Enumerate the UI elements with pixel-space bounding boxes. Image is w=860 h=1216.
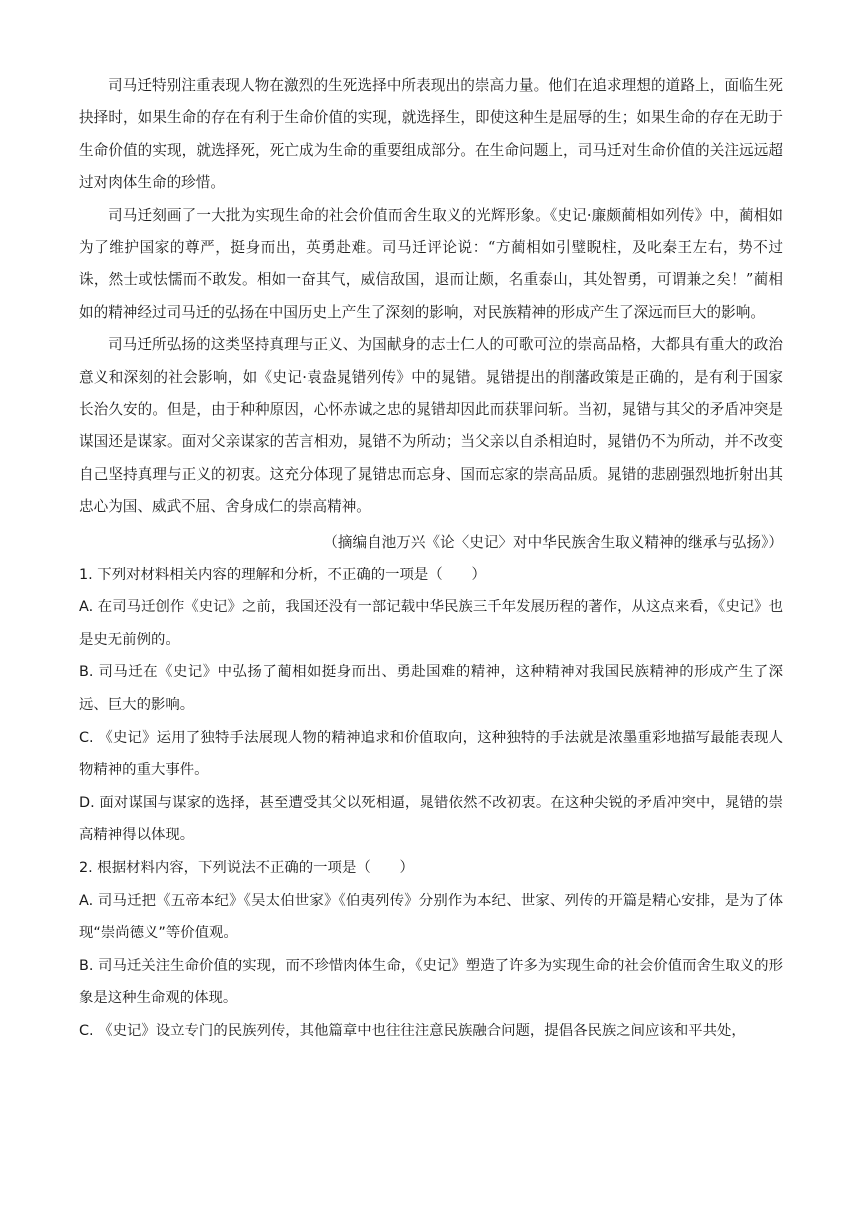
exam-page bbox=[79, 70, 783, 1048]
passage-paragraph-3: 司马迁所弘扬的这类坚持真理与正义、为国献身的志士仁人的可歌可泣的崇高品格，大都具有重大的政治意义和深刻的社会影响，如《史记·袁盎晁错列传》中的晁错。晁错提出的削藩政策是正确的，是有利于国家长治久安的。但是，由于种种原因，心怀赤诚之忠的晁错却因此而获罪问斩。当初，晁错与其父的矛盾冲突是谋国还是谋家。面对父亲谋家的苦言相劝，晁错不为所动；当父亲以自杀相迫时，晁错仍不为所动，并不改变自己坚持真理与正义的初衷。这充分体现了晁错忠而忘身、国而忘家的崇高品质。晁错的悲剧强烈地折射出其忠心为国、威武不屈、舍身成仁的崇高精神。 bbox=[79, 336, 783, 516]
question-1-option-a: A. 在司马迁创作《史记》之前，我国还没有一部记载中华民族三千年发展历程的著作，从这点来看，《史记》也是史无前例的。 bbox=[79, 599, 783, 648]
passage-paragraph-1: 司马迁特别注重表现人物在激烈的生死选择中所表现出的崇高力量。他们在追求理想的道路上，面临生死抉择时，如果生命的存在有利于生命价值的实现，就选择生，即使这种生是屈辱的生；如果生命的存在无助于生命价值的实现，就选择死，死亡成为生命的重要组成部分。在生命问题上，司马迁对生命价值的关注远远超过对肉体生命的珍惜。 bbox=[79, 77, 783, 192]
question-2-option-c: C. 《史记》设立专门的民族列传，其他篇章中也往往注意民族融合问题，提倡各民族之间应该和平共处， bbox=[79, 1023, 746, 1039]
question-2-option-a: A. 司马迁把《五帝本纪》《吴太伯世家》《伯夷列传》分别作为本纪、世家、列传的开篇是精心安排，是为了体现“崇尚德义”等价值观。 bbox=[79, 892, 783, 942]
question-1-option-d: D. 面对谋国与谋家的选择，甚至遭受其父以死相逼，晁错依然不改初衷。在这种尖锐的矛盾冲突中，晁错的崇高精神得以体现。 bbox=[79, 794, 783, 844]
question-1-option-b: B. 司马迁在《史记》中弘扬了蔺相如挺身而出、勇赴国难的精神，这种精神对我国民族精神的形成产生了深远、巨大的影响。 bbox=[79, 664, 783, 714]
passage-paragraph-2: 司马迁刻画了一大批为实现生命的社会价值而舍生取义的光辉形象。《史记·廉颇蔺相如列传》中，蔺相如为了维护国家的尊严，挺身而出，英勇赴难。司马迁评论说：“方蔺相如引璧睨柱，及叱秦王左右，势不过诛，然士或怯懦而不敢发。相如一奋其气，威信敌国，退而让颇，名重泰山，其处智勇，可谓兼之矣！”蔺相如的精神经过司马迁的弘扬在中国历史上产生了深刻的影响，对民族精神的形成产生了深远而巨大的影响。 bbox=[79, 206, 783, 321]
passage-source: （摘编自池万兴《论〈史记〉对中华民族舍生取义精神的继承与弘扬》） bbox=[323, 533, 783, 551]
question-1-option-c: C. 《史记》运用了独特手法展现人物的精神追求和价值取向，这种独特的手法就是浓墨重彩地描写最能表现人物精神的重大事件。 bbox=[79, 729, 783, 779]
question-2-option-b: B. 司马迁关注生命价值的实现，而不珍惜肉体生命，《史记》塑造了许多为实现生命的社会价值而舍生取义的形象是这种生命观的体现。 bbox=[79, 957, 783, 1007]
question-2-stem: 2. 根据材料内容，下列说法不正确的一项是（ ） bbox=[79, 860, 414, 877]
question-1-stem: 1. 下列对材料相关内容的理解和分析，不正确的一项是（ ） bbox=[79, 566, 486, 583]
